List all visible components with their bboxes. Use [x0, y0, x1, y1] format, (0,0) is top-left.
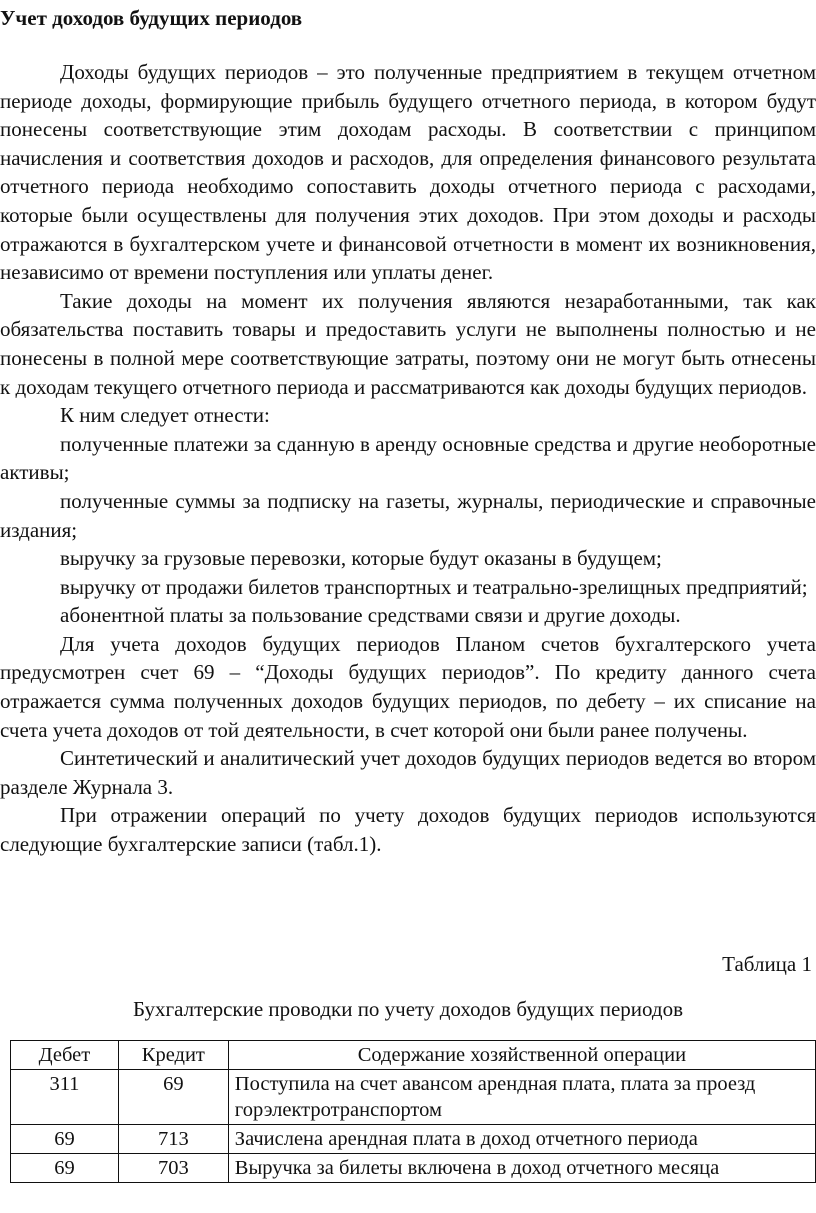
cell-credit: 703 [118, 1154, 228, 1183]
paragraph-definition: Доходы будущих периодов – это полученные предприятием в текущем отчетном периоде доходы, формирующие прибыль будущего отчетного периода, в котором будут понесены соответствующие этим доходам расходы. В соответствии с принципом начисления и соответствия доходов и расходов, для определения финансового результата отчетного периода необходимо сопоставить доходы отчетного периода с расходами, которые были осуществлены для получения этих доходов. При этом доходы и расходы отражаются в бухгалтерском учете и финансовой отчетности в момент их возникновения, независимо от времени поступления или уплаты денег. [0, 60, 816, 285]
document-body [0, 58, 816, 859]
table-row [11, 1125, 816, 1154]
cell-content: Поступила на счет авансом арендная плата, плата за проезд горэлектротранспортом [228, 1070, 815, 1125]
paragraph-list-intro: К ним следует отнести: [60, 403, 270, 428]
cell-credit: 69 [118, 1070, 228, 1125]
paragraph-account-69: Для учета доходов будущих периодов Планом счетов бухгалтерского учета предусмотрен счет 69 – “Доходы будущих периодов”. По кредиту данного счета отражается сумма полученных доходов будущих периодов, по дебету – их списание на счета учета доходов от той деятельности, в счет которой они были ранее получены. [0, 631, 816, 742]
paragraph-journal: Синтетический и аналитический учет доходов будущих периодов ведется во втором разделе Журнала 3. [0, 746, 816, 799]
cell-content: Зачислена арендная плата в доход отчетного периода [228, 1125, 815, 1154]
table-label: Таблица 1 [722, 952, 812, 976]
document-title: Учет доходов будущих периодов [0, 6, 303, 30]
cell-credit: 713 [118, 1125, 228, 1154]
header-credit: Кредит [118, 1041, 228, 1070]
paragraph-unearned: Такие доходы на момент их получения являются незаработанными, так как обязательства поставить товары и предоставить услуги не выполнены полностью и не понесены в полной мере соответствующие затраты, поэтому они не могут быть отнесены к доходам текущего отчетного периода и рассматриваются как доходы будущих периодов. [0, 288, 816, 399]
header-content: Содержание хозяйственной операции [228, 1041, 815, 1070]
cell-debit: 69 [11, 1125, 119, 1154]
table-row [11, 1154, 816, 1183]
table-header-row [11, 1041, 816, 1070]
table-caption: Бухгалтерские проводки по учету доходов будущих периодов [132, 997, 684, 1021]
accounting-entries-table [10, 1040, 816, 1183]
cell-content: Выручка за билеты включена в доход отчетного месяца [228, 1154, 815, 1183]
list-item-freight: выручку за грузовые перевозки, которые будут оказаны в будущем; [60, 546, 662, 571]
paragraph-entries-intro: При отражении операций по учету доходов будущих периодов используются следующие бухгалтерские записи (табл.1). [0, 803, 816, 857]
table-row [11, 1070, 816, 1125]
cell-debit: 311 [11, 1070, 119, 1125]
list-item-tickets: выручку от продажи билетов транспортных и театрально-зрелищных предприятий; [60, 574, 808, 599]
cell-debit: 69 [11, 1154, 119, 1183]
header-debit: Дебет [11, 1041, 119, 1070]
list-item-rent: полученные платежи за сданную в аренду основные средства и другие необоротные активы; [0, 431, 816, 485]
list-item-subscription: полученные суммы за подписку на газеты, журналы, периодические и справочные издания; [0, 488, 816, 542]
list-item-subscriber-fee: абонентной платы за пользование средствами связи и другие доходы. [60, 603, 681, 628]
